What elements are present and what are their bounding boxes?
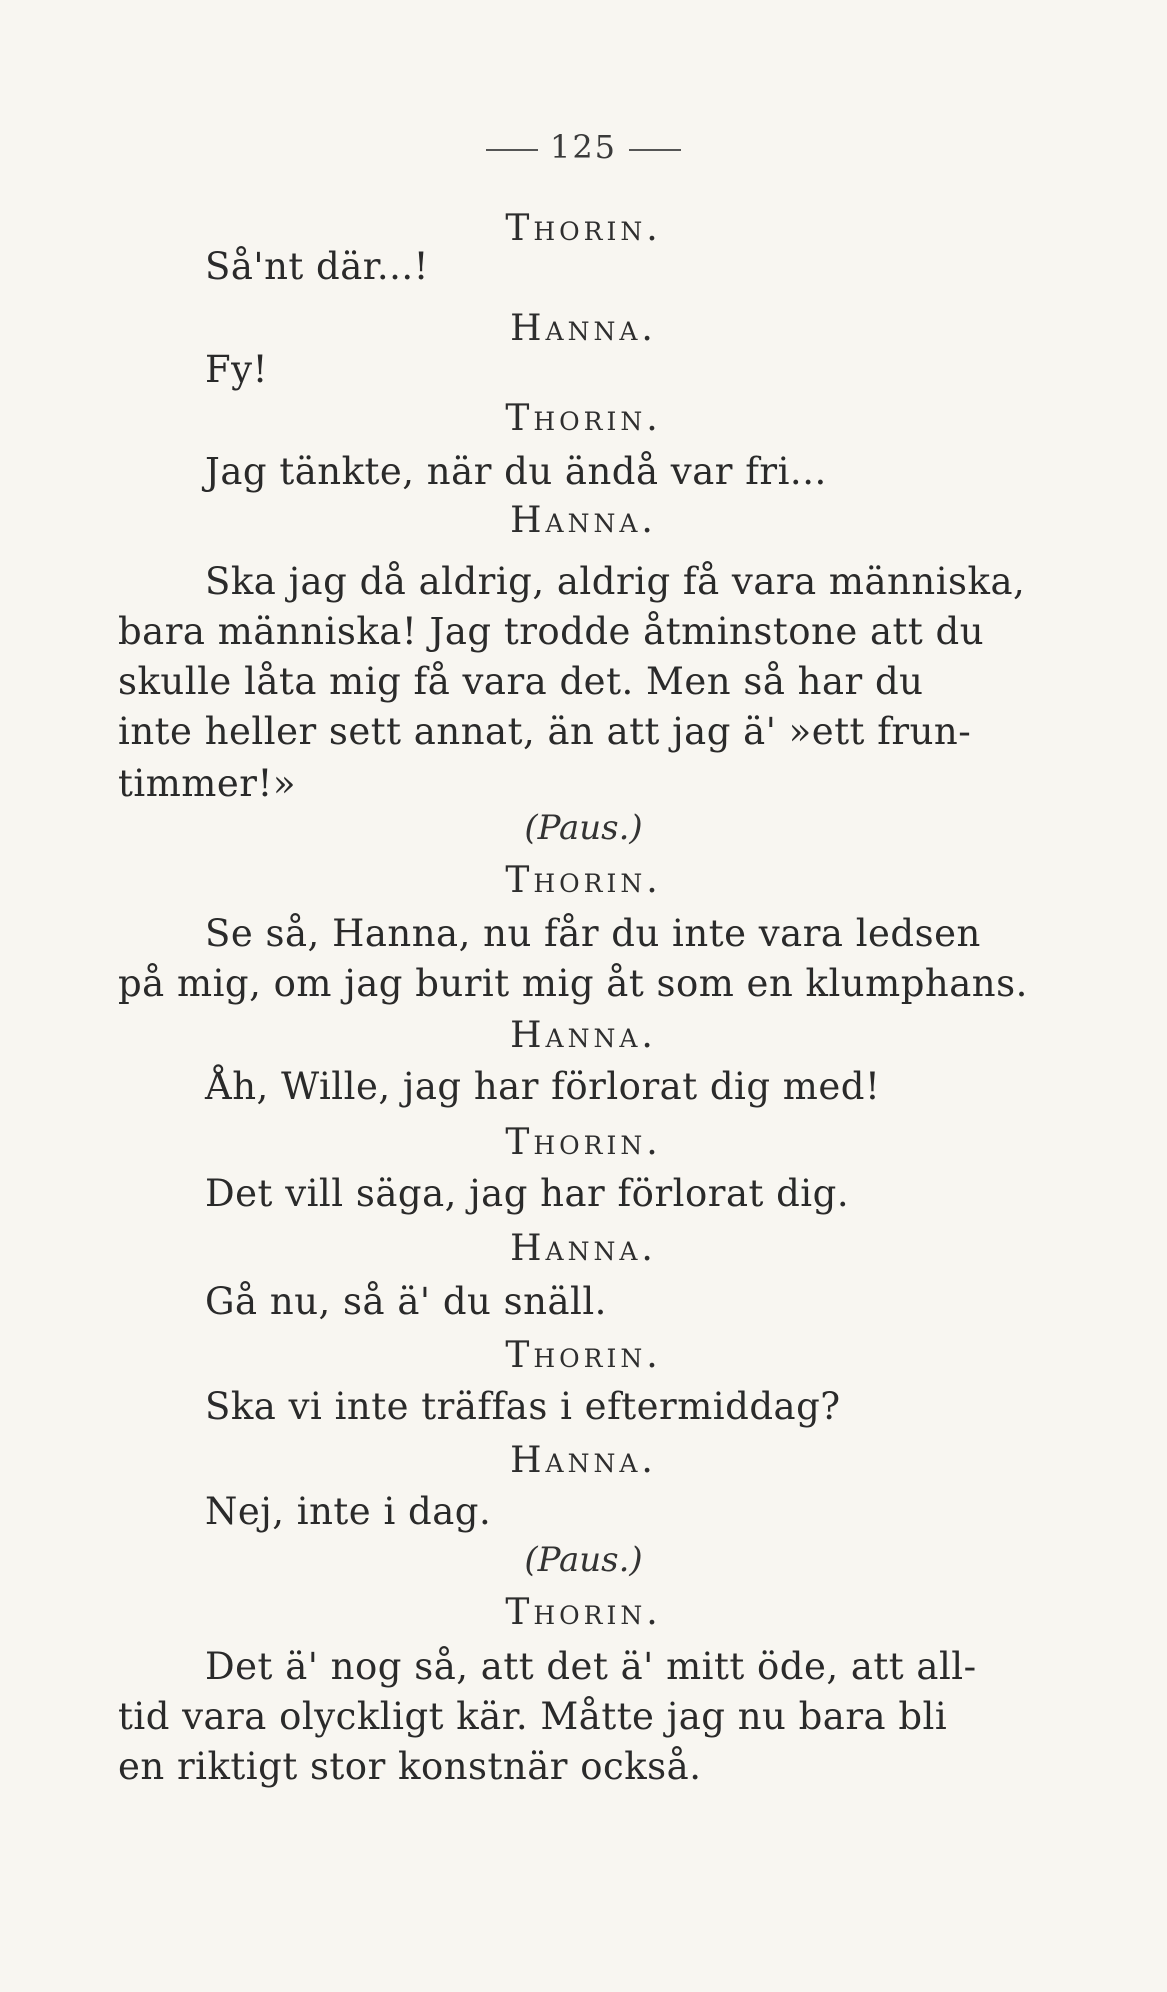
- dialogue-line: Det ä' nog så, att det ä' mitt öde, att all-: [205, 1645, 977, 1688]
- speaker-name: Hanna.: [510, 1228, 657, 1269]
- dialogue-line: inte heller sett annat, än att jag ä' »ett frun-: [118, 710, 972, 753]
- dialogue-line: en riktigt stor konstnär också.: [118, 1745, 702, 1788]
- dialogue-line: Nej, inte i dag.: [205, 1490, 492, 1533]
- speaker-name: Hanna.: [510, 1015, 657, 1056]
- dialogue-line: Åh, Wille, jag har förlorat dig med!: [205, 1065, 881, 1108]
- dialogue-line: Fy!: [205, 348, 268, 391]
- speaker-name: Hanna.: [510, 308, 657, 349]
- speaker-name: Thorin.: [505, 398, 662, 439]
- stage-direction: (Paus.): [524, 808, 643, 848]
- speaker-name: Thorin.: [505, 1592, 662, 1633]
- dialogue-line: Så'nt där...!: [205, 245, 430, 288]
- dialogue-line: skulle låta mig få vara det. Men så har du: [118, 660, 924, 703]
- speaker-name: Hanna.: [510, 500, 657, 541]
- dialogue-line: bara människa! Jag trodde åtminstone att du: [118, 610, 985, 653]
- page-number: [0, 128, 1167, 166]
- page-number-text: 125: [549, 128, 618, 166]
- speaker-name: Hanna.: [510, 1440, 657, 1481]
- speaker-name: Thorin.: [505, 860, 662, 901]
- dialogue-line: tid vara olyckligt kär. Måtte jag nu bara bli: [118, 1695, 948, 1738]
- stage-direction: (Paus.): [524, 1540, 643, 1580]
- speaker-name: Thorin.: [505, 1122, 662, 1163]
- page-number-dash-left: [486, 149, 538, 151]
- dialogue-line: Ska jag då aldrig, aldrig få vara människa,: [205, 560, 1026, 603]
- speaker-name: Thorin.: [505, 208, 662, 249]
- dialogue-line: Ska vi inte träffas i eftermiddag?: [205, 1385, 841, 1428]
- dialogue-line: på mig, om jag burit mig åt som en klumphans.: [118, 962, 1028, 1005]
- speaker-name: Thorin.: [505, 1335, 662, 1376]
- dialogue-line: Jag tänkte, när du ändå var fri...: [205, 450, 827, 493]
- page-number-dash-right: [629, 149, 681, 151]
- dialogue-line: Det vill säga, jag har förlorat dig.: [205, 1172, 850, 1215]
- dialogue-line: Gå nu, så ä' du snäll.: [205, 1280, 607, 1323]
- dialogue-line: Se så, Hanna, nu får du inte vara ledsen: [205, 912, 981, 955]
- dialogue-line: timmer!»: [118, 762, 296, 805]
